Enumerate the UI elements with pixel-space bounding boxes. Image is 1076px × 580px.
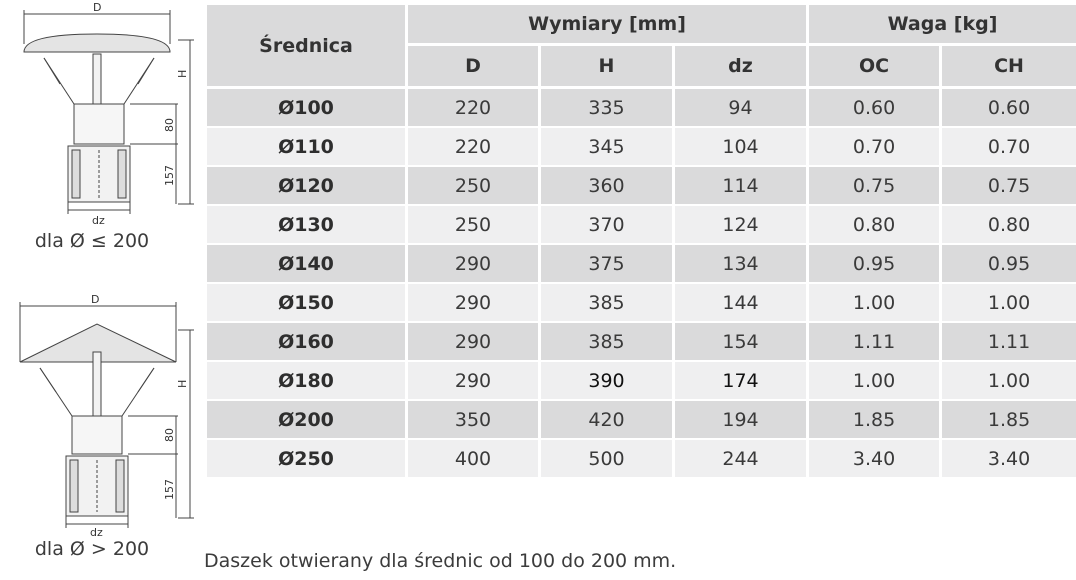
dim-157-label: 157 (163, 479, 176, 500)
table-row (206, 322, 1076, 361)
cell-dz: 154 (674, 322, 808, 361)
cell-d: 290 (407, 283, 540, 322)
cell-oc: 0.60 (808, 88, 941, 128)
cell-ch: 3.40 (941, 439, 1076, 478)
cap-diagram-conical (0, 290, 204, 540)
cell-h: 370 (540, 205, 674, 244)
cell-diameter: Ø150 (206, 283, 407, 322)
cell-d: 290 (407, 244, 540, 283)
caption-small-diameter: dla Ø ≤ 200 (34, 230, 150, 252)
table-row (206, 439, 1076, 478)
cell-dz: 244 (674, 439, 808, 478)
header-diameter: Średnica (206, 4, 407, 88)
subheader-ch: CH (941, 45, 1076, 88)
dim-d-label: D (93, 1, 102, 14)
table-row (206, 283, 1076, 322)
cap-diagram-rounded (0, 0, 204, 232)
subheader-dz: dz (674, 45, 808, 88)
cap-drawing-small (0, 0, 204, 232)
dim-h-label: H (176, 379, 189, 388)
cell-dz: 114 (674, 166, 808, 205)
cell-diameter: Ø120 (206, 166, 407, 205)
cap-drawing-large (0, 290, 204, 540)
cell-oc: 0.80 (808, 205, 941, 244)
subheader-d: D (407, 45, 540, 88)
cell-dz: 194 (674, 400, 808, 439)
cell-h: 500 (540, 439, 674, 478)
cell-diameter: Ø100 (206, 88, 407, 128)
table-row (206, 361, 1076, 400)
cell-oc: 1.11 (808, 322, 941, 361)
cell-diameter: Ø110 (206, 127, 407, 166)
cell-dz: 144 (674, 283, 808, 322)
cell-diameter: Ø160 (206, 322, 407, 361)
cell-oc: 3.40 (808, 439, 941, 478)
dim-h-label: H (176, 69, 189, 78)
dimensions-table (204, 2, 1076, 479)
cell-diameter: Ø250 (206, 439, 407, 478)
cell-diameter: Ø140 (206, 244, 407, 283)
cell-d: 250 (407, 166, 540, 205)
table-row (206, 88, 1076, 128)
cell-oc: 1.00 (808, 283, 941, 322)
cell-ch: 1.00 (941, 283, 1076, 322)
cell-d: 250 (407, 205, 540, 244)
cell-dz: 174 (674, 361, 808, 400)
dim-157-label: 157 (163, 165, 176, 186)
cell-ch: 1.11 (941, 322, 1076, 361)
cell-d: 220 (407, 88, 540, 128)
cell-h: 360 (540, 166, 674, 205)
header-dimensions: Wymiary [mm] (407, 4, 808, 45)
cell-oc: 0.75 (808, 166, 941, 205)
cell-ch: 0.75 (941, 166, 1076, 205)
cell-h: 375 (540, 244, 674, 283)
cell-oc: 1.85 (808, 400, 941, 439)
cell-d: 400 (407, 439, 540, 478)
footnote: Daszek otwierany dla średnic od 100 do 200 mm. (204, 550, 677, 572)
table-row (206, 400, 1076, 439)
cell-ch: 1.85 (941, 400, 1076, 439)
dim-80-label: 80 (163, 118, 176, 132)
cell-d: 350 (407, 400, 540, 439)
cell-h: 420 (540, 400, 674, 439)
cell-ch: 1.00 (941, 361, 1076, 400)
cell-oc: 0.70 (808, 127, 941, 166)
table-row (206, 127, 1076, 166)
cell-h: 385 (540, 322, 674, 361)
table-row (206, 166, 1076, 205)
table-row (206, 244, 1076, 283)
cell-d: 220 (407, 127, 540, 166)
cell-d: 290 (407, 361, 540, 400)
cell-diameter: Ø200 (206, 400, 407, 439)
cell-dz: 134 (674, 244, 808, 283)
cell-ch: 0.60 (941, 88, 1076, 128)
table-row (206, 205, 1076, 244)
subheader-oc: OC (808, 45, 941, 88)
cell-ch: 0.95 (941, 244, 1076, 283)
cell-dz: 104 (674, 127, 808, 166)
cell-diameter: Ø130 (206, 205, 407, 244)
cell-d: 290 (407, 322, 540, 361)
cell-diameter: Ø180 (206, 361, 407, 400)
cell-ch: 0.70 (941, 127, 1076, 166)
dim-80-label: 80 (163, 428, 176, 442)
cell-h: 345 (540, 127, 674, 166)
cell-h: 335 (540, 88, 674, 128)
header-weight: Waga [kg] (808, 4, 1076, 45)
cell-oc: 0.95 (808, 244, 941, 283)
cell-h: 385 (540, 283, 674, 322)
cell-dz: 124 (674, 205, 808, 244)
dim-dz-label: dz (90, 526, 103, 539)
cell-dz: 94 (674, 88, 808, 128)
dim-d-label: D (91, 293, 100, 306)
subheader-h: H (540, 45, 674, 88)
cell-ch: 0.80 (941, 205, 1076, 244)
cell-h: 390 (540, 361, 674, 400)
dim-dz-label: dz (92, 214, 105, 227)
cell-oc: 1.00 (808, 361, 941, 400)
caption-large-diameter: dla Ø > 200 (34, 538, 150, 560)
